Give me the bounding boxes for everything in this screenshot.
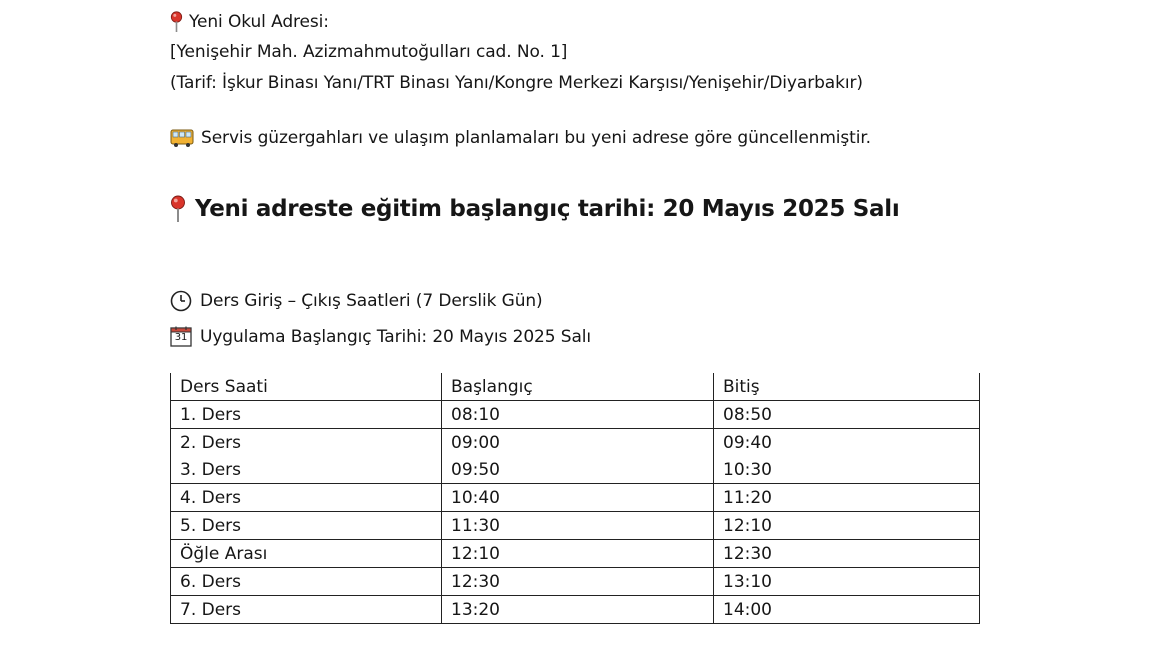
start-cell: 13:20 [442, 596, 714, 624]
address-label-line [170, 11, 329, 33]
table-row [171, 568, 980, 596]
bus-icon [170, 128, 194, 148]
end-cell: 13:10 [714, 568, 980, 596]
round-pushpin-icon [170, 195, 186, 223]
service-note-text: Servis güzergahları ve ulaşım planlamaları bu yeni adrese göre güncellenmiştir. [201, 128, 871, 148]
end-cell: 09:40 [714, 429, 980, 457]
start-date-text: Yeni adreste eğitim başlangıç tarihi: 20 Mayıs 2025 Salı [195, 196, 900, 222]
schedule-title-line [170, 290, 543, 312]
end-cell: 12:30 [714, 540, 980, 568]
header-start: Başlangıç [442, 373, 714, 401]
lesson-cell: 5. Ders [171, 512, 442, 540]
start-cell: 11:30 [442, 512, 714, 540]
application-date-text: Uygulama Başlangıç Tarihi: 20 Mayıs 2025 Salı [200, 326, 592, 347]
table-row [171, 401, 980, 429]
calendar-day-number: 31 [174, 332, 188, 343]
table-header-row [171, 373, 980, 401]
end-cell: 12:10 [714, 512, 980, 540]
address-label: Yeni Okul Adresi: [189, 12, 329, 32]
header-end: Bitiş [714, 373, 980, 401]
table-row [171, 484, 980, 512]
lesson-cell: 7. Ders [171, 596, 442, 624]
calendar-icon [170, 326, 192, 347]
start-cell: 09:00 [442, 429, 714, 457]
end-cell: 08:50 [714, 401, 980, 429]
start-cell: 08:10 [442, 401, 714, 429]
round-pushpin-icon [170, 11, 183, 33]
start-cell: 12:30 [442, 568, 714, 596]
table-row [171, 596, 980, 624]
directions-text: (Tarif: İşkur Binası Yanı/TRT Binası Yanı/Kongre Merkezi Karşısı/Yenişehir/Diyarbakır) [170, 73, 863, 93]
table-row [171, 512, 980, 540]
address-line [170, 42, 567, 62]
lesson-cell: 2. Ders [171, 429, 442, 457]
address-text: [Yenişehir Mah. Azizmahmutoğulları cad. No. 1] [170, 42, 568, 62]
start-date-heading [170, 195, 899, 223]
end-cell: 10:30 [714, 456, 980, 484]
start-cell: 09:50 [442, 456, 714, 484]
header-lesson: Ders Saati [171, 373, 442, 401]
lesson-cell: 1. Ders [171, 401, 442, 429]
start-cell: 10:40 [442, 484, 714, 512]
end-cell: 14:00 [714, 596, 980, 624]
lesson-cell: 6. Ders [171, 568, 442, 596]
table-row [171, 456, 980, 484]
address-directions [170, 73, 863, 93]
start-cell: 12:10 [442, 540, 714, 568]
end-cell: 11:20 [714, 484, 980, 512]
lesson-cell: 4. Ders [171, 484, 442, 512]
lesson-schedule-table [170, 373, 980, 624]
clock-icon [170, 290, 192, 312]
application-date-line [170, 326, 591, 347]
lesson-cell: 3. Ders [171, 456, 442, 484]
table-row [171, 540, 980, 568]
table-row [171, 429, 980, 457]
service-note-line [170, 128, 871, 148]
lesson-cell: Öğle Arası [171, 540, 442, 568]
schedule-title-text: Ders Giriş – Çıkış Saatleri (7 Derslik Gün) [200, 291, 543, 311]
